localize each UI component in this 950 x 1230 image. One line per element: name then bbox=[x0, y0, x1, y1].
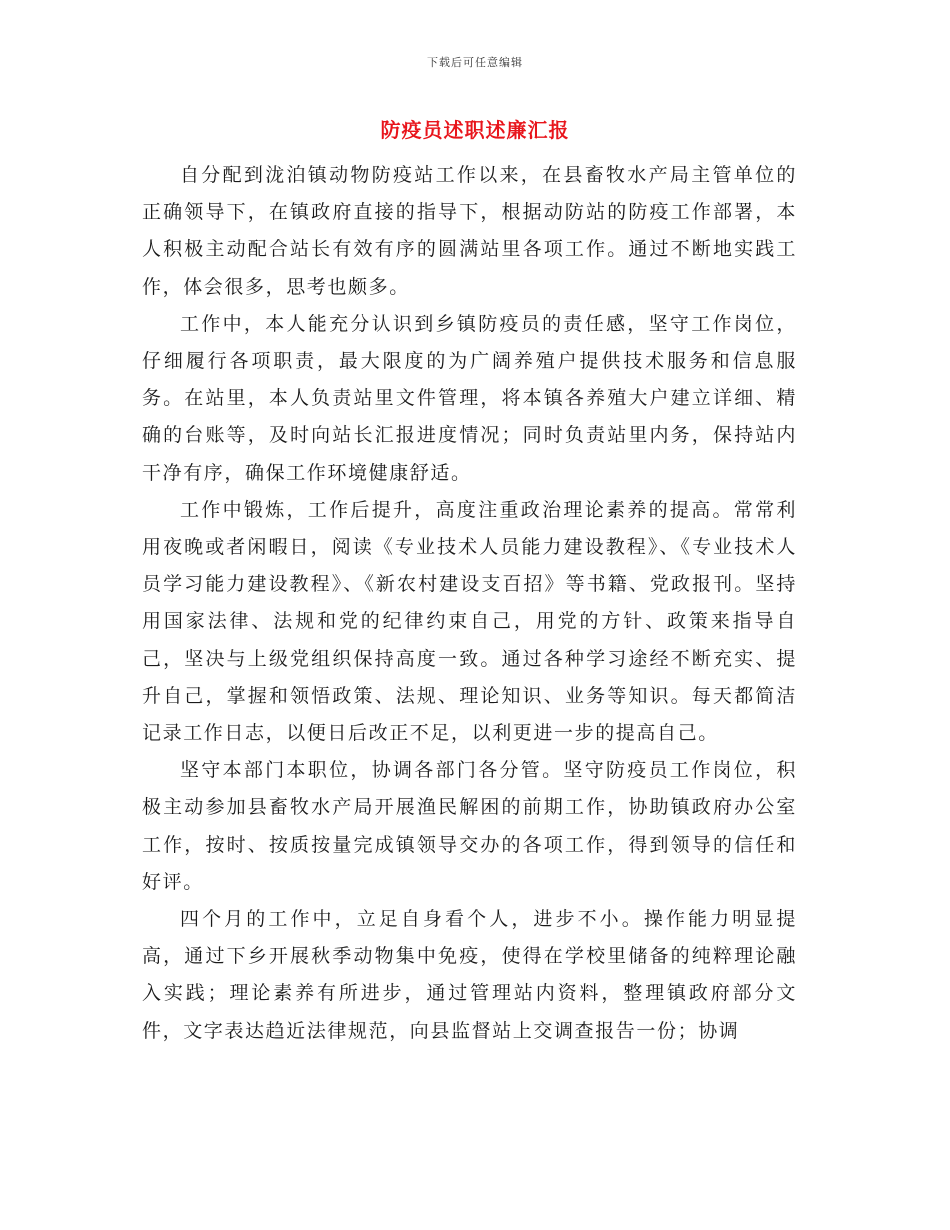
body-paragraph: 坚守本部门本职位，协调各部门各分管。坚守防疫员工作岗位，积极主动参加县畜牧水产局开展渔民解困的前期工作，协助镇政府办公室工作，按时、按质按量完成镇领导交办的各项工作，得到领导的信任和好评。 bbox=[142, 759, 797, 893]
document-body bbox=[142, 157, 797, 1050]
body-paragraph: 工作中锻炼，工作后提升，高度注重政治理论素养的提高。常常利用夜晚或者闲暇日，阅读《专业技术人员能力建设教程》、《专业技术人员学习能力建设教程》、《新农村建设支百招》等书籍、党政报刊。坚持用国家法律、法规和党的纪律约束自己，用党的方针、政策来指导自己，坚决与上级党组织保持高度一致。通过各种学习途经不断充实、提升自己，掌握和领悟政策、法规、理论知识、业务等知识。每天都简洁记录工作日志，以便日后改正不足，以利更进一步的提高自己。 bbox=[142, 498, 797, 745]
header-note: 下载后可任意编辑 bbox=[427, 56, 523, 69]
body-paragraph: 四个月的工作中，立足自身看个人，进步不小。操作能力明显提高，通过下乡开展秋季动物集中免疫，使得在学校里储备的纯粹理论融入实践；理论素养有所进步，通过管理站内资料，整理镇政府部分文件，文字表达趋近法律规范，向县监督站上交调查报告一份；协调 bbox=[142, 908, 797, 1042]
document-title: 防疫员述职述廉汇报 bbox=[380, 118, 570, 142]
body-paragraph: 自分配到泷泊镇动物防疫站工作以来，在县畜牧水产局主管单位的正确领导下，在镇政府直接的指导下，根据动防站的防疫工作部署，本人积极主动配合站长有效有序的圆满站里各项工作。通过不断地实践工作，体会很多，思考也颇多。 bbox=[142, 164, 797, 298]
body-paragraph: 工作中，本人能充分认识到乡镇防疫员的责任感，坚守工作岗位，仔细履行各项职责，最大限度的为广阔养殖户提供技术服务和信息服务。在站里，本人负责站里文件管理，将本镇各养殖大户建立详细、精确的台账等，及时向站长汇报进度情况；同时负责站里内务，保持站内干净有序，确保工作环境健康舒适。 bbox=[142, 312, 797, 484]
